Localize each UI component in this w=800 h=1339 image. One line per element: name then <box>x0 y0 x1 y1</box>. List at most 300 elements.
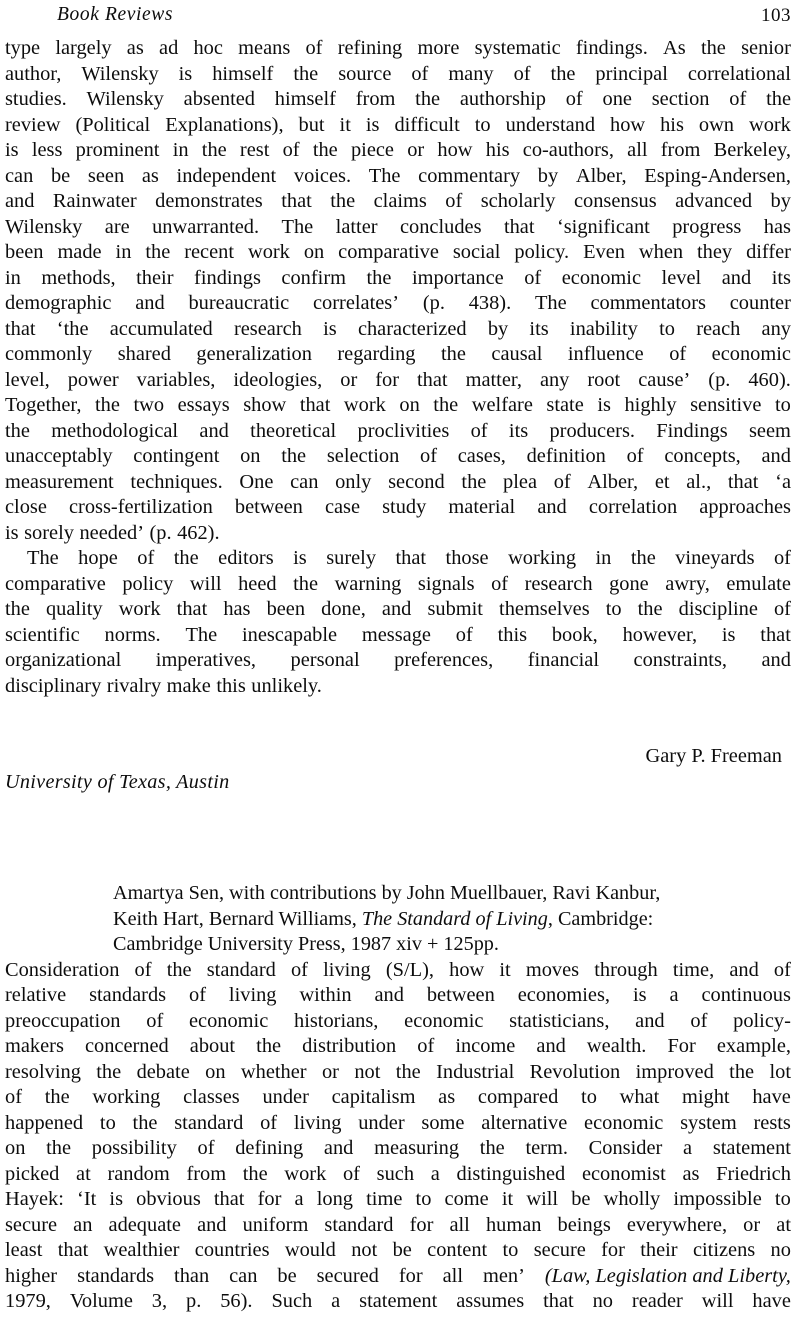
word: happened <box>5 1111 84 1134</box>
word: can <box>229 1264 258 1287</box>
text-line <box>5 597 791 623</box>
word: that <box>503 215 535 238</box>
word: that <box>299 394 331 416</box>
word: not <box>351 1239 378 1261</box>
word: book, <box>551 623 598 646</box>
word: defining <box>235 1137 304 1159</box>
word: (Political <box>75 113 151 136</box>
word: work <box>748 113 791 136</box>
text-line <box>5 1009 791 1035</box>
word: work <box>284 1162 327 1185</box>
word: is <box>365 113 380 136</box>
word: Findings <box>656 419 728 442</box>
word: concepts, <box>664 445 741 467</box>
word: on <box>5 1137 26 1159</box>
word: how <box>437 139 473 161</box>
word: or <box>340 368 358 391</box>
word: differ <box>746 241 791 263</box>
word: within <box>299 984 352 1006</box>
word: random <box>107 1162 170 1185</box>
word: or <box>743 1213 761 1236</box>
word: economic <box>561 266 642 289</box>
word: will <box>526 1188 559 1210</box>
word: findings <box>194 266 261 289</box>
word: correlational <box>687 62 791 85</box>
word: under <box>262 1086 309 1108</box>
word: it <box>501 1188 514 1210</box>
book-title: The Standard of Living <box>361 907 548 930</box>
word: this <box>497 623 528 646</box>
citation-line-2 <box>113 907 653 933</box>
word: the <box>479 1137 505 1159</box>
word: signals <box>417 572 475 595</box>
word: root <box>587 368 621 391</box>
word: Berkeley, <box>713 139 791 161</box>
citation-line-1: Amartya Sen, with contributions by John Muellbauer, Ravi Kanbur, <box>113 882 661 904</box>
word: a <box>294 1188 304 1210</box>
citation-line-3: Cambridge University Press, 1987 xiv + 125pp. <box>113 933 499 955</box>
word: of <box>5 1086 22 1108</box>
text-line <box>5 342 791 368</box>
word: sorely <box>24 521 74 544</box>
word: research <box>233 317 302 340</box>
word: financial <box>527 649 600 671</box>
word: from <box>660 139 701 161</box>
word: that <box>543 1290 574 1312</box>
word: principal <box>595 62 668 85</box>
word: such <box>376 1162 415 1185</box>
word: impossible <box>673 1188 762 1210</box>
citation-line <box>113 907 783 933</box>
word: adequate <box>108 1213 181 1236</box>
text-line <box>5 983 791 1009</box>
word: how <box>610 113 646 136</box>
word: will <box>701 1290 734 1312</box>
word: wealthier <box>103 1239 180 1261</box>
word: beings <box>557 1213 611 1236</box>
word: of <box>134 958 152 981</box>
word: be <box>277 1264 297 1287</box>
text-line <box>5 444 791 470</box>
word: of <box>565 88 583 110</box>
word: for <box>398 1264 423 1287</box>
word: at <box>776 1213 791 1236</box>
word: alternative <box>481 1111 568 1134</box>
word: rest <box>239 139 270 161</box>
word: seem <box>749 419 791 442</box>
word: Together, <box>5 394 82 416</box>
word: 56). <box>220 1290 253 1312</box>
word: least <box>5 1239 43 1261</box>
text-line <box>5 1238 791 1264</box>
word: economist <box>581 1162 666 1185</box>
word: bureaucratic <box>188 292 290 314</box>
word: vineyards <box>675 547 755 569</box>
word: 3, <box>151 1290 168 1312</box>
word: standards <box>89 984 167 1006</box>
word: editors <box>218 547 274 569</box>
word: for <box>375 368 400 391</box>
word: of <box>729 88 747 110</box>
word: some <box>421 1111 465 1134</box>
signature-gap <box>5 699 791 743</box>
word: emulate <box>726 572 791 595</box>
word: heed <box>238 572 277 595</box>
word: in <box>595 547 612 569</box>
word: wholly <box>603 1188 661 1210</box>
word: income <box>455 1035 516 1057</box>
word: more <box>417 37 460 59</box>
word: Consideration <box>5 958 120 981</box>
word: producers. <box>549 419 635 442</box>
word: level, <box>5 368 50 391</box>
word: to <box>775 394 791 416</box>
word: ‘It <box>77 1188 97 1210</box>
word: needed’ <box>79 521 144 544</box>
word: economic <box>189 1009 269 1032</box>
word: findings. <box>575 37 648 59</box>
word: on <box>240 445 261 467</box>
word: how <box>449 958 485 981</box>
word: all <box>449 1213 470 1236</box>
word: research <box>524 572 593 595</box>
word: variables, <box>136 368 216 391</box>
word: can <box>290 470 319 493</box>
word: that <box>395 547 427 569</box>
word: The <box>534 292 567 314</box>
word: work <box>118 598 161 620</box>
word: senior <box>741 37 791 59</box>
word: makers <box>5 1035 64 1057</box>
word: ad <box>159 37 179 59</box>
text-line <box>5 495 791 521</box>
word: highly <box>624 394 677 416</box>
word: on <box>205 1060 226 1083</box>
word: and <box>537 496 567 518</box>
word: about <box>189 1035 236 1057</box>
word: done, <box>321 598 366 620</box>
word: p. <box>186 1290 202 1312</box>
word: recent <box>184 241 235 263</box>
word: is <box>293 547 307 569</box>
reviewer-name: Gary P. Freeman <box>645 745 782 767</box>
word: of <box>669 343 687 365</box>
word: of <box>282 139 300 161</box>
word: of <box>455 623 473 646</box>
word: by <box>537 164 559 187</box>
word: of <box>420 445 438 467</box>
text-line <box>5 113 791 139</box>
word: time, <box>672 958 715 981</box>
word: has <box>763 215 791 238</box>
word: between <box>234 496 303 518</box>
review-two-body <box>5 958 791 1315</box>
word: rivalry <box>106 674 162 697</box>
word: two <box>133 394 165 416</box>
word: approaches <box>699 496 791 518</box>
word: refining <box>337 37 403 59</box>
word: resolving <box>5 1060 81 1083</box>
word: the <box>201 139 227 161</box>
text-line <box>5 1264 791 1290</box>
word: hope <box>78 547 118 569</box>
text-line <box>5 1085 791 1111</box>
word: Rainwater <box>52 190 137 212</box>
word: any <box>539 368 570 391</box>
word: the <box>630 547 656 569</box>
word: al., <box>686 470 712 493</box>
word: standards <box>77 1264 155 1287</box>
word: of <box>411 62 429 85</box>
word: review <box>5 113 61 136</box>
word: and <box>323 1137 354 1159</box>
word: commentary <box>418 164 521 187</box>
word: personal <box>290 649 360 671</box>
word: warning <box>334 572 402 595</box>
word: the <box>96 1060 122 1083</box>
word: by <box>487 317 509 340</box>
citation-publisher-city: , Cambridge: <box>547 907 654 930</box>
word: and <box>635 1009 665 1032</box>
word: 438). <box>468 292 512 314</box>
word: the <box>433 394 459 416</box>
word: the <box>5 419 30 442</box>
word: will <box>189 572 222 595</box>
word: the <box>550 62 576 85</box>
running-head <box>0 4 800 32</box>
word: everywhere, <box>626 1213 728 1236</box>
text-line <box>5 1034 791 1060</box>
text-line <box>5 215 791 241</box>
word: case <box>324 496 361 518</box>
word: hoc <box>193 37 223 59</box>
word: himself <box>274 88 336 110</box>
word: economic <box>584 1111 664 1134</box>
word: himself <box>212 62 274 85</box>
word: The <box>281 215 314 238</box>
word: of <box>197 1137 215 1159</box>
word: independent <box>176 164 277 187</box>
word: policy <box>122 572 174 595</box>
word: progress <box>672 215 742 238</box>
word: the <box>132 1111 158 1134</box>
word: themselves <box>499 598 590 620</box>
text-line <box>5 368 791 394</box>
word: the <box>637 598 663 620</box>
word: are <box>104 215 130 238</box>
word: of <box>146 1009 164 1032</box>
word: living <box>228 984 277 1006</box>
word: Revolution <box>529 1060 621 1083</box>
word: to <box>99 1111 116 1134</box>
word: to <box>581 1086 597 1108</box>
word: unwarranted. <box>152 215 260 238</box>
word: his <box>485 139 510 161</box>
word: gone <box>609 572 649 595</box>
word: their <box>136 266 174 289</box>
word: Alber, <box>587 470 639 493</box>
word: The <box>368 164 401 187</box>
word: importance <box>411 266 504 289</box>
word: techniques. <box>130 470 223 493</box>
word: to <box>659 317 675 340</box>
word: study <box>382 496 427 518</box>
word: show <box>243 394 287 416</box>
text-column <box>5 36 791 1315</box>
citation-line <box>113 881 783 907</box>
text-line <box>5 291 791 317</box>
word: understand <box>505 113 596 136</box>
word: statement <box>359 1290 438 1312</box>
word: unlikely. <box>251 674 322 697</box>
word: what <box>619 1086 660 1108</box>
word: The <box>27 547 59 569</box>
word: for <box>409 1213 434 1236</box>
text-line <box>5 674 791 700</box>
word: its <box>771 266 791 289</box>
word: that <box>760 623 791 646</box>
text-line <box>5 1136 791 1162</box>
word: counter <box>729 292 791 314</box>
word: is <box>721 623 736 646</box>
word: living <box>323 958 371 981</box>
word: source <box>338 62 392 85</box>
word: however, <box>622 623 698 646</box>
word: the <box>46 1137 72 1159</box>
word: the <box>293 62 319 85</box>
word: work <box>343 394 386 416</box>
citation-authors-2: Keith Hart, Bernard Williams, <box>113 907 362 930</box>
word: been <box>5 241 44 263</box>
word: all <box>442 1264 463 1287</box>
word: For <box>667 1035 696 1057</box>
word: concludes <box>399 215 482 238</box>
word: and <box>721 266 752 289</box>
word: through <box>594 958 658 981</box>
word: preoccupation <box>5 1009 121 1032</box>
text-line <box>5 521 791 547</box>
word: of <box>305 37 323 59</box>
word: et <box>654 470 670 493</box>
word: to <box>502 1239 519 1261</box>
word: the <box>312 139 338 161</box>
word: means <box>238 37 291 59</box>
word: and <box>381 598 412 620</box>
word: of <box>626 445 644 467</box>
text-line <box>5 240 791 266</box>
word: the <box>44 1086 70 1108</box>
text-line <box>5 1060 791 1086</box>
text-line <box>5 546 791 572</box>
word: and <box>729 958 759 981</box>
word: of <box>553 470 571 493</box>
word: causal <box>491 343 543 365</box>
word: working <box>92 1086 161 1108</box>
word: as <box>126 37 144 59</box>
word: the <box>395 1060 421 1083</box>
word: reach <box>696 317 741 340</box>
word: constraints, <box>633 649 727 671</box>
word: imperatives, <box>155 649 257 671</box>
word: and <box>374 984 404 1006</box>
word: Alber, <box>575 164 627 187</box>
word: citizens <box>692 1239 756 1261</box>
word: distribution <box>302 1035 397 1057</box>
word: is <box>178 62 193 85</box>
word: policy. <box>514 241 570 263</box>
word: preferences, <box>394 649 494 671</box>
word: secure <box>533 1239 586 1261</box>
word: in <box>172 139 189 161</box>
word: claims <box>373 190 427 212</box>
word: contingent <box>133 445 220 467</box>
word: advanced <box>675 190 753 212</box>
word: statisticians, <box>509 1009 610 1032</box>
word: consensus <box>573 190 657 212</box>
word: ‘a <box>775 470 791 493</box>
word: 460). <box>748 368 791 391</box>
word: in <box>115 241 132 263</box>
word: of <box>189 984 206 1006</box>
word: human <box>485 1213 542 1236</box>
word: no <box>592 1290 613 1312</box>
text-line <box>5 958 791 984</box>
word: of <box>342 1162 360 1185</box>
word: 462). <box>177 521 220 544</box>
text-line <box>5 1111 791 1137</box>
word: rests <box>753 1111 791 1134</box>
word: been <box>266 598 306 620</box>
word: piece <box>350 139 394 161</box>
word: measurement <box>5 470 114 493</box>
word: of <box>445 190 463 212</box>
word: commonly <box>5 343 93 365</box>
word: that <box>5 317 36 340</box>
word: made <box>57 241 102 263</box>
word: voices. <box>293 164 352 187</box>
word: organizational <box>5 649 122 671</box>
word: be <box>50 164 71 187</box>
word: correlation <box>588 496 678 518</box>
word: Wilensky <box>5 215 83 238</box>
word: no <box>770 1239 791 1261</box>
word: be <box>392 1239 412 1261</box>
word: by <box>770 190 791 212</box>
text-line <box>5 317 791 343</box>
word: as <box>682 1162 700 1185</box>
word: historians, <box>294 1009 379 1032</box>
word: norms. <box>104 623 161 646</box>
text-line <box>5 1289 791 1315</box>
word: living <box>293 1111 342 1134</box>
word: the <box>145 241 171 263</box>
word: is <box>597 394 611 416</box>
word: might <box>682 1086 730 1108</box>
word: quality <box>45 598 103 620</box>
word: selection <box>326 445 400 467</box>
word: and <box>135 292 165 314</box>
word: close <box>5 496 47 518</box>
word: material <box>448 496 516 518</box>
word: awry, <box>665 572 710 595</box>
word: many <box>448 62 494 85</box>
word: it <box>339 113 351 136</box>
word: its <box>508 419 529 442</box>
word: largely <box>55 37 112 59</box>
word: co-authors, <box>522 139 614 161</box>
word: economies, <box>517 984 611 1006</box>
word: section <box>651 88 710 110</box>
